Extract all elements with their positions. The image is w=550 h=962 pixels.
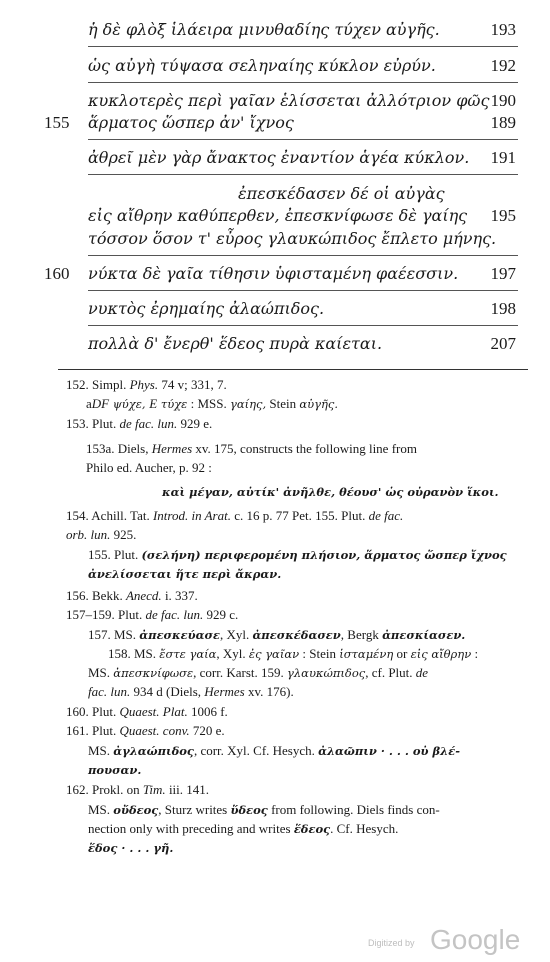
note-157-159: 157–159. Plut. de fac. lun. 929 c. bbox=[66, 607, 239, 622]
note-162-cont2: ἕδος · . . . γῆ. bbox=[88, 841, 174, 855]
verse-line bbox=[0, 332, 550, 356]
verse-number-left: 155 bbox=[44, 113, 70, 132]
verse-text: νύκτα δὲ γαῖα τίθησιν ὑφισταμένη φαέεσσιν. bbox=[88, 264, 459, 283]
note-154: 154. Achill. Tat. Introd. in Arat. c. 16 p. 77 Pet. 155. Plut. de fac. bbox=[66, 508, 404, 523]
note-153a: 153a. Diels, Hermes xv. 175, constructs the following line from bbox=[86, 441, 417, 456]
note-152: 152. Simpl. Phys. 74 v; 331, 7. bbox=[66, 377, 227, 392]
verse-number-right: 193 bbox=[490, 20, 516, 39]
note-153: 153. Plut. de fac. lun. 929 e. bbox=[66, 416, 213, 431]
verse-text: ἡ δὲ φλὸξ ἱλάειρα μινυθαδίης τύχεν αὐγῆς. bbox=[88, 20, 440, 39]
digitized-by-label: Digitized by bbox=[368, 938, 415, 948]
note-161-variants: MS. ἀγλαώπιδος, corr. Xyl. Cf. Hesych. ἀλαῶπιν · . . . οὐ βλέ- bbox=[88, 743, 460, 758]
verse-number-right: 190 bbox=[490, 91, 516, 110]
verse-line bbox=[0, 18, 550, 42]
note-154-cont: orb. lun. 925. bbox=[66, 527, 137, 542]
divider bbox=[88, 46, 518, 47]
verse-number-right: 189 bbox=[490, 113, 516, 132]
note-155-cont: ἀνελίσσεται ἥτε περὶ ἄκραν. bbox=[88, 567, 282, 581]
note-162-cont: nection only with preceding and writes ἕδεος. Cf. Hesych. bbox=[88, 821, 399, 836]
verse-number-left: 160 bbox=[44, 264, 70, 283]
verse-number-right: 198 bbox=[490, 299, 516, 318]
note-160: 160. Plut. Quaest. Plat. 1006 f. bbox=[66, 704, 228, 719]
verse-number-right: 197 bbox=[490, 264, 516, 283]
verse-text: ἀθρεῖ μὲν γὰρ ἄνακτος ἐναντίον ἁγέα κύκλον. bbox=[88, 148, 470, 167]
note-158: 158. MS. ἔστε γαία, Xyl. ἐς γαῖαν : Stein ἱσταμένη or εἰς αἴθρην : bbox=[108, 646, 479, 661]
divider bbox=[88, 325, 518, 326]
verse-text: ὡς αὐγὴ τύψασα σεληναίης κύκλον εὐρύν. bbox=[88, 56, 436, 75]
note-153a-cont: Philo ed. Aucher, p. 92 : bbox=[86, 460, 212, 475]
google-watermark bbox=[368, 920, 521, 956]
divider bbox=[88, 82, 518, 83]
verse-line bbox=[0, 146, 550, 170]
google-logo: Google bbox=[430, 924, 521, 955]
divider bbox=[88, 174, 518, 175]
note-152-variants: aDF ψύχε, E τύχε : MSS. γαίης, Stein αὐγῆς. bbox=[86, 396, 338, 411]
note-161: 161. Plut. Quaest. conv. 720 e. bbox=[66, 723, 225, 738]
verse-line bbox=[0, 204, 550, 228]
verse-text: κυκλοτερὲς περὶ γαῖαν ἑλίσσεται ἀλλότριον φῶς bbox=[88, 91, 490, 110]
divider bbox=[88, 255, 518, 256]
verse-line bbox=[0, 227, 550, 251]
note-158-cont2: fac. lun. 934 d (Diels, Hermes xv. 176). bbox=[88, 684, 294, 699]
verse-number-right: 195 bbox=[490, 206, 516, 225]
note-162: 162. Prokl. on Tim. iii. 141. bbox=[66, 782, 210, 797]
note-162-variants: MS. οὔδεος, Sturz writes ὕδεος from following. Diels finds con- bbox=[88, 802, 440, 817]
notes-divider bbox=[58, 369, 528, 370]
verse-text: εἰς αἴθρην καθύπερθεν, ἐπεσκνίφωσε δὲ γαίης bbox=[88, 206, 468, 225]
verse-number-right: 191 bbox=[490, 148, 516, 167]
verse-text: νυκτὸς ἐρημαίης ἀλαώπιδος. bbox=[88, 299, 325, 318]
verse-line bbox=[0, 89, 550, 113]
note-158-cont: MS. ἀπεσκνίφωσε, corr. Karst. 159. γλαυκώπιδος, cf. Plut. de bbox=[88, 665, 429, 680]
verse-line bbox=[0, 297, 550, 321]
divider bbox=[88, 139, 518, 140]
verse-line bbox=[0, 54, 550, 78]
verse-number-right: 192 bbox=[490, 56, 516, 75]
verse-number-right: 207 bbox=[490, 334, 516, 353]
divider bbox=[88, 290, 518, 291]
verse-line bbox=[0, 182, 550, 206]
verse-text: τόσσον ὅσον τ' εὖρος γλαυκώπιδος ἔπλετο μήνης. bbox=[88, 229, 497, 248]
verse-text: πολλὰ δ' ἔνερθ' ἕδεος πυρὰ καίεται. bbox=[88, 334, 383, 353]
verse-text: ἐπεσκέδασεν δέ οἱ αὐγὰς bbox=[238, 184, 445, 203]
verse-text: ἅρματος ὥσπερ ἀν' ἴχνος bbox=[88, 113, 294, 132]
verse-line bbox=[0, 262, 550, 286]
note-157: 157. MS. ἀπεσκεύασε, Xyl. ἀπεσκέδασεν, Bergk ἀπεσκίασεν. bbox=[88, 627, 466, 642]
note-156: 156. Bekk. Anecd. i. 337. bbox=[66, 588, 198, 603]
note-155: 155. Plut. (σελήνη) περιφερομένη πλήσιον, ἅρματος ὥσπερ ἴχνος bbox=[88, 547, 507, 562]
note-153a-greek: καὶ μέγαν, αὐτίκ' ἀνῆλθε, θέουσ' ὡς οὐρανὸν ἵκοι. bbox=[162, 485, 499, 499]
note-161-cont: πουσαν. bbox=[88, 763, 142, 777]
verse-line bbox=[0, 111, 550, 135]
